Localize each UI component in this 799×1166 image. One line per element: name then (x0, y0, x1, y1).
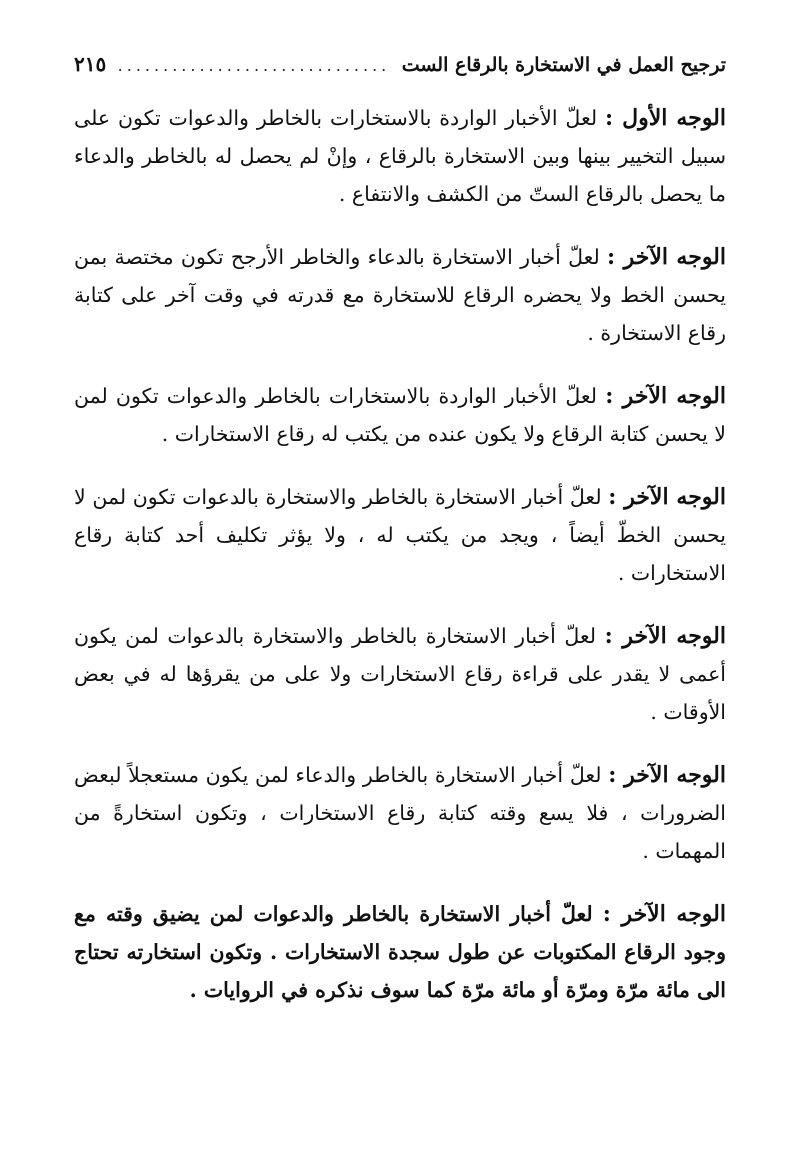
paragraph (74, 99, 726, 213)
running-header (74, 52, 726, 89)
paragraph (74, 895, 726, 1009)
paragraph-text: لعلّ أخبار الاستخارة بالخاطر والدعاء لمن يكون مستعجلاً لبعض الضرورات ، فلا يسع وقته كتابة رقاع الاستخارات ، وتكون استخارةً من المهمات . (74, 763, 726, 863)
paragraph (74, 238, 726, 352)
leader-dots: .............................. (117, 56, 391, 75)
page-number: ٢١٥ (74, 52, 107, 76)
book-page (74, 52, 726, 1009)
paragraph-text: لعلّ أخبار الاستخارة بالخاطر والاستخارة بالدعوات تكون لمن لا يحسن الخطّ أيضاً ، ويجد من يكتب له ، ولا يؤثر تكليف أحد كتابة رقاع الاستخارات . (74, 485, 726, 585)
paragraph-heading: الوجه الآخر : (605, 383, 726, 409)
running-title: ترجيح العمل في الاستخارة بالرقاع الست (401, 54, 726, 76)
paragraph-heading: الوجه الآخر : (602, 901, 726, 927)
paragraph-text: لعلّ أخبار الاستخارة بالدعاء والخاطر الأرجح تكون مختصة بمن يحسن الخط ولا يحضره الرقاع للاستخارة مع قدرته في وقت آخر على كتابة رقاع الاستخارة . (74, 245, 726, 345)
paragraph-text: لعلّ الأخبار الواردة بالاستخارات بالخاطر والدعوات تكون على سبيل التخيير بينها وبين الاستخارة بالرقاع ، وإنْ لم يحصل له بالخاطر والدعاء ما يحصل بالرقاع الستّ من الكشف والانتفاع . (74, 106, 726, 206)
paragraph-heading: الوجه الآخر : (607, 244, 727, 270)
paragraph-heading: الوجه الأول : (604, 105, 726, 131)
paragraph-text: لعلّ أخبار الاستخارة بالخاطر والاستخارة بالدعوات لمن يكون أعمى لا يقدر على قراءة رقاع الاستخارات ولا على من يقرؤها له في بعض الأوقات . (74, 624, 726, 724)
paragraph (74, 617, 726, 731)
paragraph (74, 756, 726, 870)
paragraph-text: لعلّ أخبار الاستخارة بالخاطر والدعوات لمن يضيق وقته مع وجود الرقاع المكتوبات عن طول سجدة الاستخارات . وتكون استخارته تحتاج الى مائة مرّة ومرّة أو مائة مرّة كما سوف نذكره في الروايات . (74, 902, 726, 1002)
paragraph-heading: الوجه الآخر : (604, 623, 726, 649)
paragraph-text: لعلّ الأخبار الواردة بالاستخارات بالخاطر والدعوات تكون لمن لا يحسن كتابة الرقاع ولا يكون عنده من يكتب له رقاع الاستخارات . (74, 384, 726, 446)
paragraph-heading: الوجه الآخر : (608, 484, 726, 510)
paragraph-heading: الوجه الآخر : (608, 762, 726, 788)
paragraph (74, 478, 726, 592)
paragraph (74, 377, 726, 453)
